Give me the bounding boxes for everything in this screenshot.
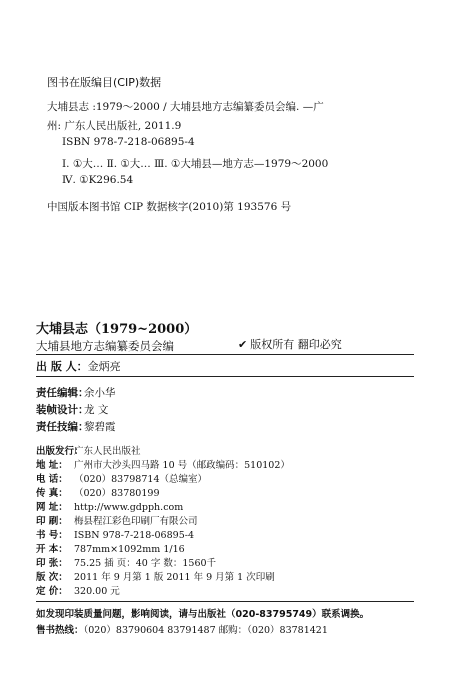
- info-label: 版 次：: [36, 572, 68, 583]
- sales-value: （020）83790604 83791487 邮购：（020）83781421: [83, 625, 328, 636]
- cip-classification: Ⅳ. ①K296.54: [62, 174, 134, 186]
- info-value: （020）83780199: [74, 488, 160, 499]
- book-title: 大埔县志（1979~2000）: [36, 322, 198, 337]
- divider: [36, 376, 414, 377]
- cip-heading: 图书在版编目(CIP)数据: [47, 76, 162, 89]
- info-label: 开 本：: [36, 544, 68, 555]
- info-row: [36, 499, 183, 513]
- cip-line: 大埔县志 :1979～2000 / 大埔县地方志编纂委员会编. —广: [47, 101, 324, 113]
- info-value: 2011 年 9 月第 1 版 2011 年 9 月第 1 次印刷: [74, 572, 275, 583]
- info-value: http://www.gdpph.com: [74, 502, 184, 513]
- cip-line: 州: 广东人民出版社, 2011.9: [47, 120, 182, 132]
- divider: [36, 354, 414, 355]
- info-value: 梅县程江彩色印刷厂有限公司: [74, 516, 198, 527]
- staff-row: [36, 385, 116, 400]
- info-value: 787mm×1092mm 1/16: [74, 544, 185, 555]
- info-value: 广州市大沙头四马路 10 号（邮政编码：510102）: [74, 460, 290, 471]
- info-value: 75.25 插 页：40 字 数：1560千: [74, 558, 217, 569]
- info-row: [36, 527, 194, 541]
- sales-label: 售书热线：: [36, 625, 84, 636]
- info-row: [36, 471, 207, 485]
- staff-label: 责任编辑：: [36, 387, 89, 399]
- info-value: 320.00 元: [74, 586, 120, 597]
- info-row: [36, 457, 290, 471]
- quality-notice: 如发现印装质量问题，影响阅读，请与出版社（020-83795749）联系调换。: [36, 609, 370, 620]
- info-label: 电 话：: [36, 474, 68, 485]
- book-editor-org: 大埔县地方志编纂委员会编: [36, 339, 174, 353]
- divider: [36, 601, 414, 602]
- copyright-notice: [238, 336, 342, 352]
- info-label: 地 址：: [36, 460, 68, 471]
- info-label: 定 价：: [36, 586, 68, 597]
- staff-row: [36, 402, 108, 417]
- staff-row: [36, 419, 116, 434]
- info-label: 网 址：: [36, 502, 68, 513]
- info-label: 印 刷：: [36, 516, 68, 527]
- info-row: [36, 513, 198, 527]
- copyright-text: 版权所有 翻印必究: [250, 338, 342, 351]
- staff-label: 装帧设计：: [36, 404, 89, 416]
- info-row: [36, 541, 185, 555]
- info-row: [36, 583, 120, 597]
- staff-value: 黎碧霞: [84, 421, 116, 433]
- publisher-name: 金炳亮: [87, 360, 121, 373]
- staff-value: 龙 文: [84, 404, 109, 416]
- cip-record-number: 中国版本图书馆 CIP 数据核字(2010)第 193576 号: [47, 201, 292, 213]
- publisher-row: [36, 358, 121, 374]
- info-row: [36, 443, 141, 457]
- staff-label: 责任技编：: [36, 421, 89, 433]
- info-label: 书 号：: [36, 530, 68, 541]
- info-value: ISBN 978-7-218-06895-4: [74, 530, 194, 541]
- staff-value: 余小华: [84, 387, 116, 399]
- cip-subject: Ⅰ. ①大… Ⅱ. ①大… Ⅲ. ①大埔县—地方志—1979～2000: [62, 158, 329, 170]
- info-label: 出版发行：: [36, 446, 84, 457]
- sales-hotline: [36, 622, 328, 636]
- info-label: 印 张：: [36, 558, 68, 569]
- cip-isbn: ISBN 978-7-218-06895-4: [62, 136, 195, 148]
- copyright-check-icon: ✔: [238, 338, 248, 351]
- info-label: 传 真：: [36, 488, 68, 499]
- publisher-label: 出 版 人：: [36, 360, 88, 373]
- info-value: 广东人民出版社: [74, 446, 141, 457]
- info-row: [36, 569, 275, 583]
- info-row: [36, 555, 216, 569]
- info-value: （020）83798714（总编室）: [74, 474, 207, 485]
- info-row: [36, 485, 160, 499]
